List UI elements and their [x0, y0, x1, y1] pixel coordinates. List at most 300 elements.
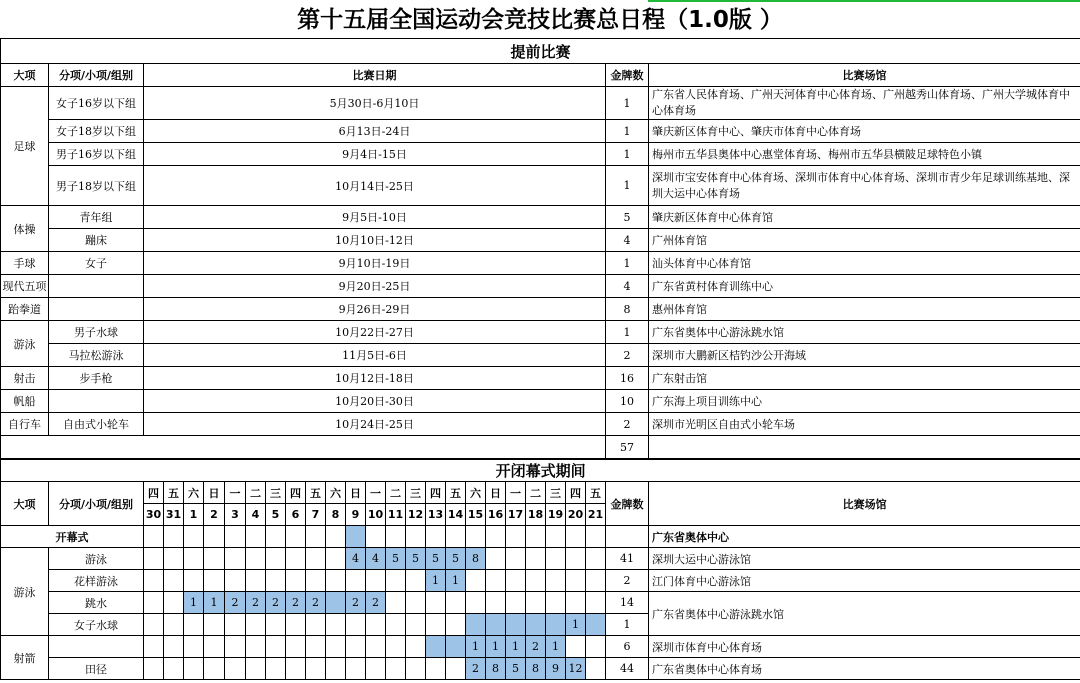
schedule-cell: [446, 636, 466, 658]
date-header: 19: [546, 504, 566, 526]
medals-cell: 1: [606, 87, 649, 120]
schedule-cell: [466, 592, 486, 614]
date-header: 6: [286, 504, 306, 526]
date-header: 10: [366, 504, 386, 526]
medals-cell: 1: [606, 252, 649, 275]
schedule-cell: 5: [446, 548, 466, 570]
schedule-cell: [326, 636, 346, 658]
schedule-cell: [144, 658, 164, 680]
schedule-cell: [204, 636, 225, 658]
header-major-2: 大项: [1, 482, 49, 526]
date-header: 1: [184, 504, 204, 526]
minor-cell: 马拉松游泳: [49, 344, 144, 367]
date-header: 7: [306, 504, 326, 526]
schedule-cell: 2: [466, 658, 486, 680]
weekday-header: 五: [164, 482, 184, 504]
venue-cell: 广东省奥体中心: [649, 526, 1080, 548]
schedule-cell: [326, 592, 346, 614]
header-venue-2: 比赛场馆: [649, 482, 1080, 526]
total-medals: 57: [606, 436, 649, 459]
schedule-cell: 12: [566, 658, 586, 680]
minor-cell: 女子16岁以下组: [49, 87, 144, 120]
schedule-cell: 1: [546, 636, 566, 658]
weekday-header: 二: [386, 482, 406, 504]
medals-cell: 2: [606, 344, 649, 367]
schedule-cell: [164, 614, 184, 636]
dates-cell: 9月4日-15日: [144, 143, 606, 166]
schedule-cell: [546, 526, 566, 548]
schedule-cell: 1: [486, 636, 506, 658]
schedule-cell: [286, 636, 306, 658]
weekday-header: 六: [326, 482, 346, 504]
medals-cell: 16: [606, 367, 649, 390]
venue-cell: 江门体育中心游泳馆: [649, 570, 1080, 592]
schedule-cell: [246, 526, 266, 548]
schedule-cell: [406, 526, 426, 548]
opening-ceremony-row: [1, 526, 1080, 548]
schedule-cell: [204, 614, 225, 636]
schedule-cell: [164, 526, 184, 548]
minor-cell: [49, 275, 144, 298]
schedule-cell: [526, 526, 546, 548]
schedule-cell: 1: [446, 570, 466, 592]
weekday-header: 一: [225, 482, 246, 504]
minor-cell: 游泳: [49, 548, 144, 570]
table-row: [1, 120, 1080, 143]
schedule-cell: [204, 526, 225, 548]
weekday-header: 三: [546, 482, 566, 504]
medals-cell: 1: [606, 143, 649, 166]
schedule-cell: [266, 614, 286, 636]
schedule-cell: [246, 548, 266, 570]
major-cell: 手球: [1, 252, 49, 275]
venue-cell: 深圳大运中心游泳馆: [649, 548, 1080, 570]
schedule-cell: [246, 636, 266, 658]
schedule-cell: [346, 636, 366, 658]
schedule-cell: 2: [306, 592, 326, 614]
medals-cell: 1: [606, 166, 649, 206]
schedule-cell: [164, 636, 184, 658]
minor-cell: 跳水: [49, 592, 144, 614]
venue-cell: 广州体育馆: [649, 229, 1080, 252]
schedule-cell: [526, 548, 546, 570]
date-header: 8: [326, 504, 346, 526]
opening-ceremony-label: 开幕式: [1, 526, 144, 548]
schedule-cell: [486, 592, 506, 614]
schedule-cell: [406, 636, 426, 658]
schedule-cell: [446, 526, 466, 548]
dates-cell: 9月10日-19日: [144, 252, 606, 275]
schedule-cell: [546, 592, 566, 614]
table-row: [1, 143, 1080, 166]
schedule-cell: [386, 636, 406, 658]
medals-cell: 1: [606, 614, 649, 636]
schedule-cell: 2: [266, 592, 286, 614]
schedule-cell: [286, 570, 306, 592]
date-header: 5: [266, 504, 286, 526]
dates-cell: 10月24日-25日: [144, 413, 606, 436]
minor-cell: [49, 636, 144, 658]
schedule-cell: 2: [286, 592, 306, 614]
schedule-cell: [386, 614, 406, 636]
ceremony-period-table: [0, 459, 1080, 680]
schedule-cell: [446, 658, 466, 680]
weekday-header: 日: [346, 482, 366, 504]
header-venue: 比赛场馆: [649, 64, 1080, 87]
schedule-cell: [326, 658, 346, 680]
schedule-cell: 8: [466, 548, 486, 570]
schedule-cell: [326, 526, 346, 548]
schedule-cell: 2: [366, 592, 386, 614]
schedule-cell: [446, 614, 466, 636]
schedule-cell: [306, 548, 326, 570]
schedule-cell: [164, 548, 184, 570]
schedule-cell: 9: [546, 658, 566, 680]
schedule-cell: [225, 548, 246, 570]
schedule-cell: [506, 570, 526, 592]
schedule-cell: [386, 570, 406, 592]
schedule-cell: [366, 614, 386, 636]
dates-cell: 9月20日-25日: [144, 275, 606, 298]
table-row: [1, 206, 1080, 229]
schedule-cell: [586, 526, 606, 548]
weekday-header: 四: [426, 482, 446, 504]
venue-cell: 广东省奥体中心游泳跳水馆: [649, 592, 1080, 636]
date-header: 17: [506, 504, 526, 526]
major-cell: 现代五项: [1, 275, 49, 298]
medals-cell: 4: [606, 229, 649, 252]
schedule-cell: [306, 570, 326, 592]
schedule-cell: [446, 592, 466, 614]
total-venue-cell: [649, 436, 1080, 459]
header-minor-2: 分项/小项/组别: [49, 482, 144, 526]
schedule-cell: [366, 658, 386, 680]
schedule-cell: [466, 526, 486, 548]
major-cell: 体操: [1, 206, 49, 252]
date-header: 30: [144, 504, 164, 526]
total-label-cell: [1, 436, 606, 459]
schedule-cell: [406, 658, 426, 680]
header-medals: 金牌数: [606, 64, 649, 87]
schedule-cell: [526, 570, 546, 592]
schedule-cell: [184, 658, 204, 680]
venue-cell: 惠州体育馆: [649, 298, 1080, 321]
schedule-cell: [184, 548, 204, 570]
schedule-cell: [246, 614, 266, 636]
schedule-cell: [225, 526, 246, 548]
venue-cell: 深圳市体育中心体育场: [649, 636, 1080, 658]
schedule-cell: [184, 526, 204, 548]
table-row: [1, 658, 1080, 680]
schedule-cell: [406, 570, 426, 592]
schedule-cell: [306, 658, 326, 680]
schedule-cell: [266, 658, 286, 680]
major-cell: 帆船: [1, 390, 49, 413]
minor-cell: 步手枪: [49, 367, 144, 390]
schedule-cell: [346, 570, 366, 592]
schedule-cell: [566, 570, 586, 592]
minor-cell: 青年组: [49, 206, 144, 229]
schedule-cell: [144, 526, 164, 548]
medals-cell: 5: [606, 206, 649, 229]
schedule-cell: [566, 548, 586, 570]
schedule-cell: [246, 658, 266, 680]
schedule-cell: [286, 614, 306, 636]
schedule-cell: [164, 570, 184, 592]
dates-cell: 9月26日-29日: [144, 298, 606, 321]
dates-cell: 9月5日-10日: [144, 206, 606, 229]
header-dates: 比赛日期: [144, 64, 606, 87]
major-cell: 游泳: [1, 321, 49, 367]
weekday-header: 五: [586, 482, 606, 504]
date-header: 20: [566, 504, 586, 526]
schedule-cell: [386, 658, 406, 680]
schedule-cell: [346, 526, 366, 548]
weekday-header: 三: [266, 482, 286, 504]
schedule-cell: [346, 658, 366, 680]
schedule-cell: [225, 570, 246, 592]
weekday-header: 六: [184, 482, 204, 504]
medals-cell: 2: [606, 570, 649, 592]
schedule-cell: [286, 658, 306, 680]
schedule-cell: 4: [346, 548, 366, 570]
schedule-cell: [246, 570, 266, 592]
schedule-cell: [266, 570, 286, 592]
schedule-cell: [566, 526, 586, 548]
schedule-cell: [144, 592, 164, 614]
early-events-table: [0, 38, 1080, 459]
schedule-cell: 1: [566, 614, 586, 636]
dates-cell: 10月10日-12日: [144, 229, 606, 252]
schedule-cell: [386, 526, 406, 548]
schedule-cell: [204, 658, 225, 680]
schedule-cell: [144, 614, 164, 636]
schedule-cell: [586, 548, 606, 570]
medals-cell: 41: [606, 548, 649, 570]
medals-cell: 10: [606, 390, 649, 413]
minor-cell: 男子16岁以下组: [49, 143, 144, 166]
schedule-cell: [486, 548, 506, 570]
date-header: 11: [386, 504, 406, 526]
schedule-cell: [266, 636, 286, 658]
weekday-header: 二: [526, 482, 546, 504]
schedule-cell: [225, 658, 246, 680]
schedule-cell: [546, 614, 566, 636]
schedule-cell: [386, 592, 406, 614]
date-header: 21: [586, 504, 606, 526]
schedule-cell: 1: [506, 636, 526, 658]
minor-cell: 男子水球: [49, 321, 144, 344]
section-title-ceremony: 开闭幕式期间: [1, 460, 1080, 482]
minor-cell: 女子: [49, 252, 144, 275]
schedule-cell: 2: [346, 592, 366, 614]
weekday-header: 三: [406, 482, 426, 504]
schedule-cell: 1: [426, 570, 446, 592]
schedule-cell: [204, 548, 225, 570]
schedule-cell: [366, 526, 386, 548]
table-row: [1, 252, 1080, 275]
schedule-cell: [286, 548, 306, 570]
schedule-cell: 5: [426, 548, 446, 570]
schedule-cell: [306, 636, 326, 658]
medals-cell: 4: [606, 275, 649, 298]
table-row: [1, 275, 1080, 298]
schedule-cell: 5: [386, 548, 406, 570]
schedule-cell: 2: [225, 592, 246, 614]
weekday-header: 四: [566, 482, 586, 504]
schedule-cell: [426, 614, 446, 636]
schedule-cell: [466, 614, 486, 636]
weekday-header: 一: [366, 482, 386, 504]
schedule-cell: [426, 636, 446, 658]
minor-cell: 花样游泳: [49, 570, 144, 592]
dates-cell: 5月30日-6月10日: [144, 87, 606, 120]
schedule-cell: [184, 636, 204, 658]
medals-cell: 2: [606, 413, 649, 436]
schedule-cell: [586, 592, 606, 614]
table-row: [1, 367, 1080, 390]
schedule-cell: [526, 614, 546, 636]
minor-cell: 男子18岁以下组: [49, 166, 144, 206]
schedule-cell: [306, 526, 326, 548]
schedule-cell: [266, 526, 286, 548]
date-header: 31: [164, 504, 184, 526]
schedule-cell: 1: [204, 592, 225, 614]
schedule-cell: [586, 614, 606, 636]
minor-cell: [49, 390, 144, 413]
table-row: [1, 229, 1080, 252]
weekday-header: 四: [144, 482, 164, 504]
table-row: [1, 413, 1080, 436]
weekday-header: 五: [446, 482, 466, 504]
weekday-header: 一: [506, 482, 526, 504]
table-row: [1, 636, 1080, 658]
table-row: [1, 548, 1080, 570]
weekday-header: 日: [486, 482, 506, 504]
schedule-cell: 5: [406, 548, 426, 570]
schedule-cell: [204, 570, 225, 592]
schedule-cell: [426, 526, 446, 548]
schedule-cell: [306, 614, 326, 636]
minor-cell: 女子18岁以下组: [49, 120, 144, 143]
schedule-cell: [406, 592, 426, 614]
schedule-cell: [286, 526, 306, 548]
schedule-cell: [486, 570, 506, 592]
schedule-cell: [586, 570, 606, 592]
date-header: 13: [426, 504, 446, 526]
venue-cell: 广东省黄村体育训练中心: [649, 275, 1080, 298]
weekday-header: 六: [466, 482, 486, 504]
schedule-cell: [266, 548, 286, 570]
venue-cell: 梅州市五华县奥体中心惠堂体育场、梅州市五华县横陂足球特色小镇: [649, 143, 1080, 166]
major-cell: 自行车: [1, 413, 49, 436]
dates-cell: 6月13日-24日: [144, 120, 606, 143]
dates-cell: 10月22日-27日: [144, 321, 606, 344]
schedule-cell: 4: [366, 548, 386, 570]
date-header: 9: [346, 504, 366, 526]
schedule-cell: [144, 636, 164, 658]
schedule-cell: [566, 636, 586, 658]
schedule-cell: 8: [486, 658, 506, 680]
weekday-header: 四: [286, 482, 306, 504]
schedule-sheet: [0, 38, 1080, 680]
table-row: [1, 390, 1080, 413]
medals-cell: 44: [606, 658, 649, 680]
venue-cell: 深圳市宝安体育中心体育场、深圳市体育中心体育场、深圳市青少年足球训练基地、深圳大运中心体育场: [649, 166, 1080, 206]
schedule-cell: [426, 592, 446, 614]
schedule-cell: [164, 592, 184, 614]
schedule-cell: [225, 614, 246, 636]
schedule-cell: [346, 614, 366, 636]
schedule-cell: [586, 658, 606, 680]
schedule-cell: [486, 614, 506, 636]
schedule-cell: [546, 548, 566, 570]
schedule-cell: [326, 570, 346, 592]
table-row: [1, 570, 1080, 592]
schedule-cell: 1: [184, 592, 204, 614]
weekday-header: 日: [204, 482, 225, 504]
venue-cell: 汕头体育中心体育馆: [649, 252, 1080, 275]
schedule-cell: [326, 614, 346, 636]
schedule-cell: [506, 526, 526, 548]
minor-cell: 蹦床: [49, 229, 144, 252]
venue-cell: 深圳市光明区自由式小轮车场: [649, 413, 1080, 436]
schedule-cell: [586, 636, 606, 658]
schedule-cell: 1: [466, 636, 486, 658]
table-row: [1, 321, 1080, 344]
schedule-cell: 8: [526, 658, 546, 680]
venue-cell: 深圳市大鹏新区桔钓沙公开海域: [649, 344, 1080, 367]
table-row: [1, 344, 1080, 367]
dates-cell: 10月14日-25日: [144, 166, 606, 206]
header-medals-2: 金牌数: [606, 482, 649, 526]
medals-cell: [606, 526, 649, 548]
schedule-cell: [526, 592, 546, 614]
table-row: [1, 298, 1080, 321]
date-header: 16: [486, 504, 506, 526]
medals-cell: 6: [606, 636, 649, 658]
date-header: 12: [406, 504, 426, 526]
schedule-cell: [506, 548, 526, 570]
schedule-cell: [426, 658, 446, 680]
table-row: [1, 166, 1080, 206]
schedule-cell: [506, 592, 526, 614]
early-events-body: [1, 87, 1080, 436]
major-cell: 游泳: [1, 548, 49, 636]
schedule-cell: [566, 592, 586, 614]
schedule-cell: [366, 570, 386, 592]
section-title-early: 提前比赛: [1, 39, 1080, 64]
date-header: 2: [204, 504, 225, 526]
major-cell: 射击: [1, 367, 49, 390]
venue-cell: 肇庆新区体育中心体育馆: [649, 206, 1080, 229]
schedule-cell: [164, 658, 184, 680]
venue-cell: 肇庆新区体育中心、肇庆市体育中心体育场: [649, 120, 1080, 143]
schedule-cell: [406, 614, 426, 636]
medals-cell: 1: [606, 120, 649, 143]
weekday-header: 五: [306, 482, 326, 504]
schedule-cell: [506, 614, 526, 636]
minor-cell: [49, 298, 144, 321]
table-row: [1, 592, 1080, 614]
schedule-cell: [366, 636, 386, 658]
weekday-header: 二: [246, 482, 266, 504]
date-header: 18: [526, 504, 546, 526]
schedule-cell: [466, 570, 486, 592]
schedule-cell: [144, 548, 164, 570]
schedule-cell: 5: [506, 658, 526, 680]
dates-cell: 11月5日-6日: [144, 344, 606, 367]
